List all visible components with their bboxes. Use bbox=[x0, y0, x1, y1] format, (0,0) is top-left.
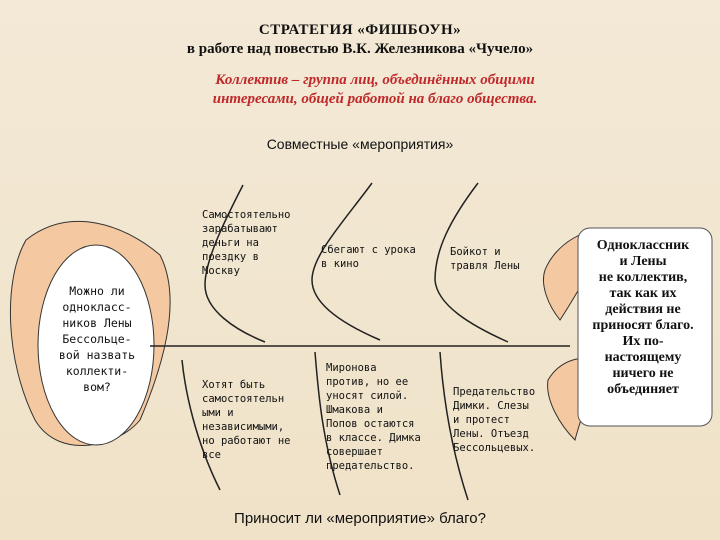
rib-line: Бессольцевых. bbox=[453, 442, 536, 454]
tail-line: не коллектив, bbox=[598, 270, 688, 285]
rib-line: деньги на bbox=[202, 237, 259, 249]
diagram-subtitle: Совместные «мероприятия» bbox=[266, 136, 454, 152]
page-title: СТРАТЕГИЯ «ФИШБОУН» bbox=[258, 22, 462, 38]
rib-top-2-text bbox=[321, 243, 436, 271]
rib-line: Шмакова и bbox=[326, 404, 383, 416]
tail-line: действия не bbox=[605, 302, 681, 317]
rib-line: Самостоятельно bbox=[202, 209, 291, 221]
rib-line: Миронова bbox=[326, 362, 377, 374]
head-line: вой назвать bbox=[58, 348, 136, 362]
bottom-question: Приносит ли «мероприятие» благо? bbox=[234, 510, 486, 527]
tail-line: Одноклассник bbox=[596, 238, 690, 253]
head-line: коллекти- bbox=[65, 364, 129, 378]
rib-line: Димки. Слезы bbox=[453, 400, 529, 412]
head-line: Можно ли bbox=[69, 284, 125, 298]
rib-line: Лены. Отъезд bbox=[453, 428, 529, 440]
tail-line: приносят благо. bbox=[592, 318, 694, 333]
rib-line: в классе. Димка bbox=[326, 432, 421, 444]
rib-line: в кино bbox=[321, 258, 359, 270]
rib-line: независимыми, bbox=[202, 421, 285, 433]
rib-bot-1-text bbox=[202, 378, 307, 462]
rib-line: Сбегают с урока bbox=[321, 244, 416, 256]
tail-line: объединяет bbox=[607, 382, 679, 397]
rib-line: поездку в bbox=[202, 251, 259, 263]
tail-line: настоящему bbox=[604, 350, 682, 365]
rib-line: совершает bbox=[326, 446, 383, 458]
tail-line: ничего не bbox=[612, 366, 674, 381]
rib-line: ыми и bbox=[202, 407, 234, 419]
head-line: Бессольце- bbox=[62, 332, 132, 346]
rib-line: Бойкот и bbox=[450, 246, 501, 258]
rib-line: уносят силой. bbox=[326, 390, 409, 402]
tail-conclusion bbox=[583, 238, 703, 398]
rib-line: Москву bbox=[202, 265, 240, 277]
rib-bot-3-text bbox=[453, 385, 563, 455]
definition-text bbox=[170, 71, 580, 109]
rib-line: Хотят быть bbox=[202, 379, 266, 391]
page-subtitle: в работе над повестью В.К. Железникова «Чучело» bbox=[186, 41, 534, 57]
rib-line: и протест bbox=[453, 414, 510, 426]
tail-line: так как их bbox=[609, 286, 677, 301]
rib-line: Предательство bbox=[453, 386, 536, 398]
rib-line: Попов остаются bbox=[326, 418, 415, 430]
rib-line: самостоятельн bbox=[202, 393, 285, 405]
rib-top-3-text bbox=[450, 245, 560, 273]
definition-line: интересами, общей работой на благо общества. bbox=[212, 91, 538, 107]
head-line: ников Лены bbox=[62, 316, 132, 330]
rib-line: против, но ее bbox=[326, 376, 409, 388]
rib-line: все bbox=[202, 449, 221, 461]
rib-bot-2-text bbox=[326, 361, 436, 473]
head-question bbox=[47, 283, 147, 395]
rib-top-1-text bbox=[202, 208, 312, 278]
rib-line: травля Лены bbox=[450, 260, 520, 272]
tail-line: и Лены bbox=[619, 254, 667, 269]
head-line: вом? bbox=[83, 380, 111, 394]
rib-line: предательство. bbox=[326, 460, 415, 472]
definition-line: Коллектив – группа лиц, объединённых общими bbox=[215, 72, 535, 88]
rib-line: но работают не bbox=[202, 435, 291, 447]
tail-line: Их по- bbox=[622, 334, 664, 349]
rib-line: зарабатывают bbox=[202, 223, 278, 235]
head-line: однокласс- bbox=[62, 300, 132, 314]
